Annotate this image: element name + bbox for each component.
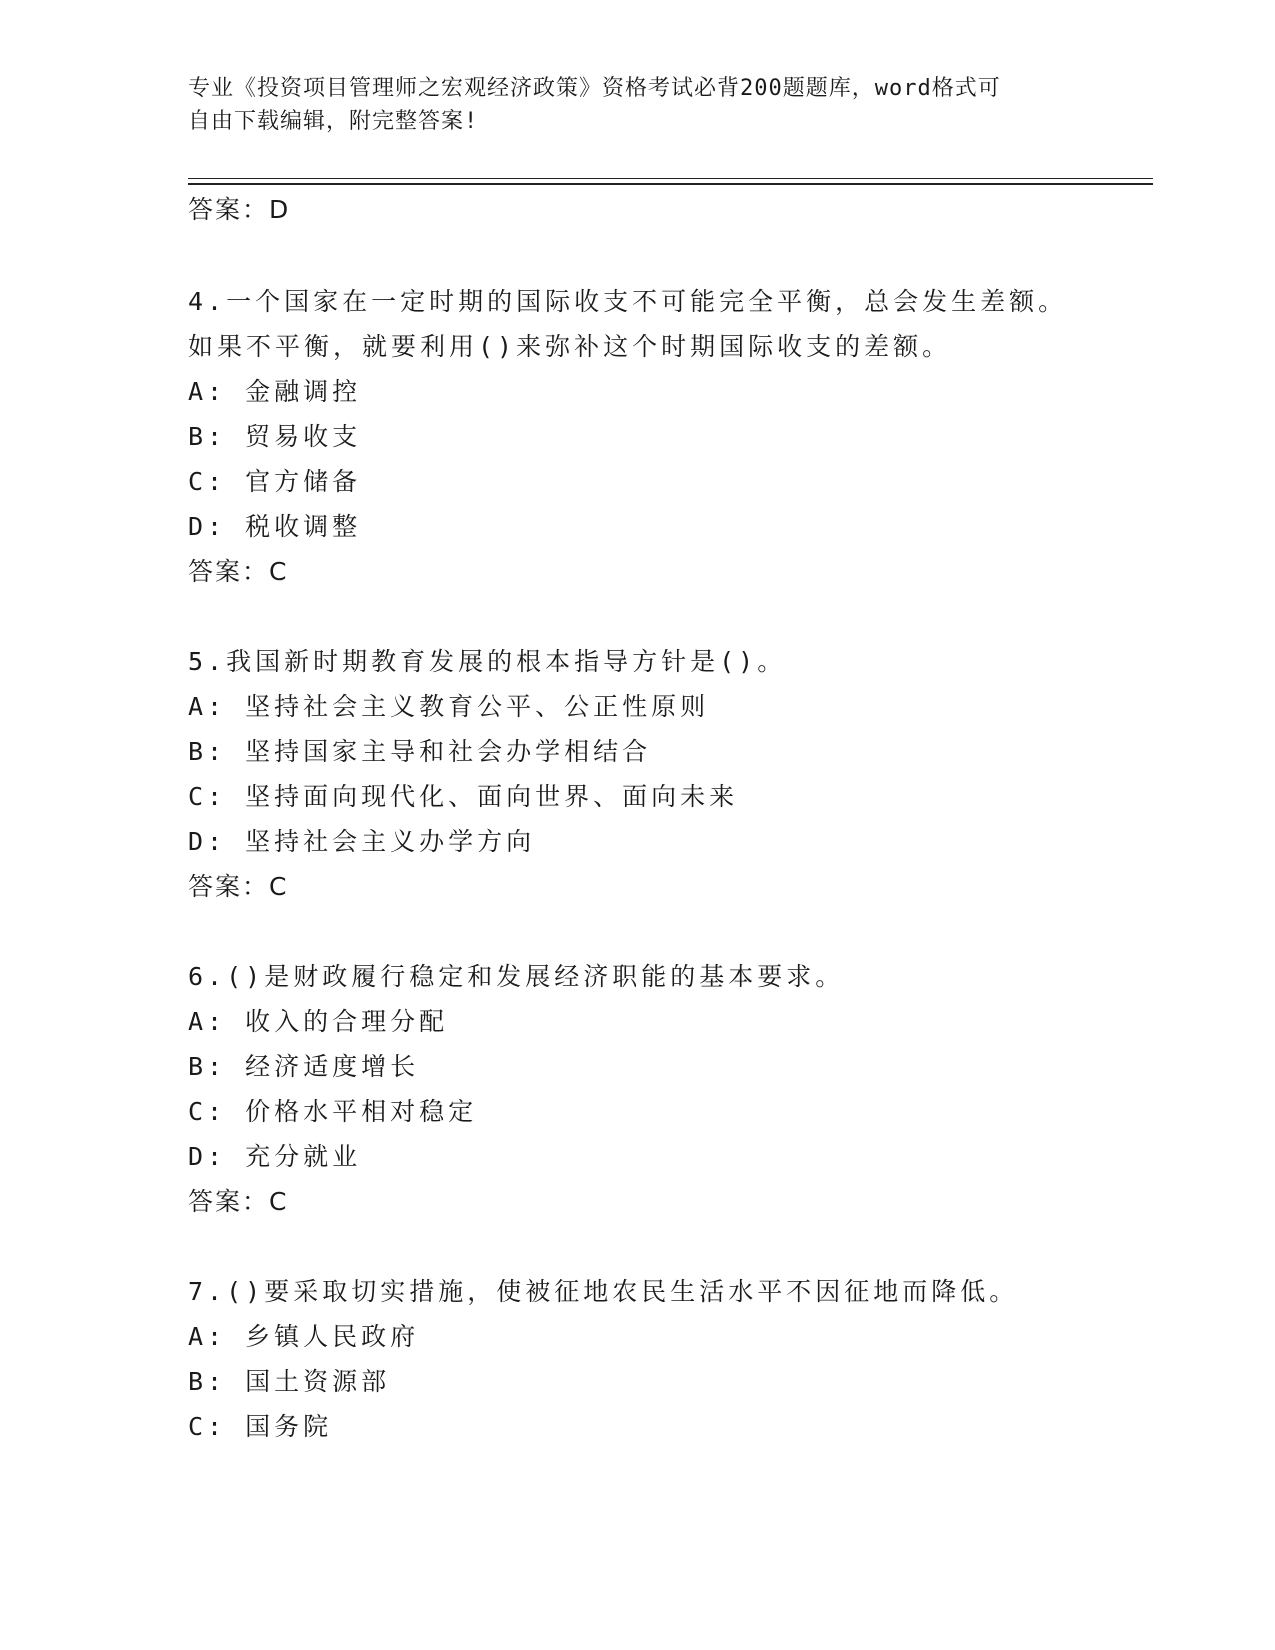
question-6-option-b: B: 经济适度增长 — [188, 1052, 420, 1081]
question-6-text: 6.()是财政履行稳定和发展经济职能的基本要求。 — [188, 962, 845, 991]
question-4-option-c: C: 官方储备 — [188, 467, 362, 496]
question-6-option-d: D: 充分就业 — [188, 1142, 362, 1171]
answer-q5: 答案：C — [188, 872, 289, 901]
document-header — [188, 72, 1068, 138]
question-7-text: 7.()要采取切实措施，使被征地农民生活水平不因征地而降低。 — [188, 1277, 1019, 1306]
question-5-option-d: D: 坚持社会主义办学方向 — [188, 827, 536, 856]
answer-q3: 答案：D — [188, 195, 291, 224]
header-divider-thin — [188, 178, 1153, 179]
question-5-option-a: A: 坚持社会主义教育公平、公正性原则 — [188, 692, 710, 721]
question-5-option-b: B: 坚持国家主导和社会办学相结合 — [188, 737, 652, 766]
question-4-option-a: A: 金融调控 — [188, 377, 362, 406]
question-4-text-line-1: 4.一个国家在一定时期的国际收支不可能完全平衡，总会发生差额。 — [188, 287, 1068, 316]
question-4-option-b: B: 贸易收支 — [188, 422, 362, 451]
header-line-1: 专业《投资项目管理师之宏观经济政策》资格考试必背200题题库，word格式可 — [188, 76, 1001, 101]
question-7-option-a: A: 乡镇人民政府 — [188, 1322, 420, 1351]
answer-q4: 答案：C — [188, 557, 289, 586]
question-7-option-c: C: 国务院 — [188, 1412, 333, 1441]
question-7-option-b: B: 国土资源部 — [188, 1367, 391, 1396]
header-divider-thick — [188, 183, 1153, 185]
question-4-option-d: D: 税收调整 — [188, 512, 362, 541]
question-6-option-a: A: 收入的合理分配 — [188, 1007, 449, 1036]
answer-q6: 答案：C — [188, 1187, 289, 1216]
header-line-2: 自由下载编辑，附完整答案! — [188, 109, 479, 134]
question-6-option-c: C: 价格水平相对稳定 — [188, 1097, 478, 1126]
question-5-text: 5.我国新时期教育发展的根本指导方针是()。 — [188, 647, 787, 676]
question-4-text-line-2: 如果不平衡，就要利用()来弥补这个时期国际收支的差额。 — [188, 332, 952, 361]
question-5-option-c: C: 坚持面向现代化、面向世界、面向未来 — [188, 782, 739, 811]
